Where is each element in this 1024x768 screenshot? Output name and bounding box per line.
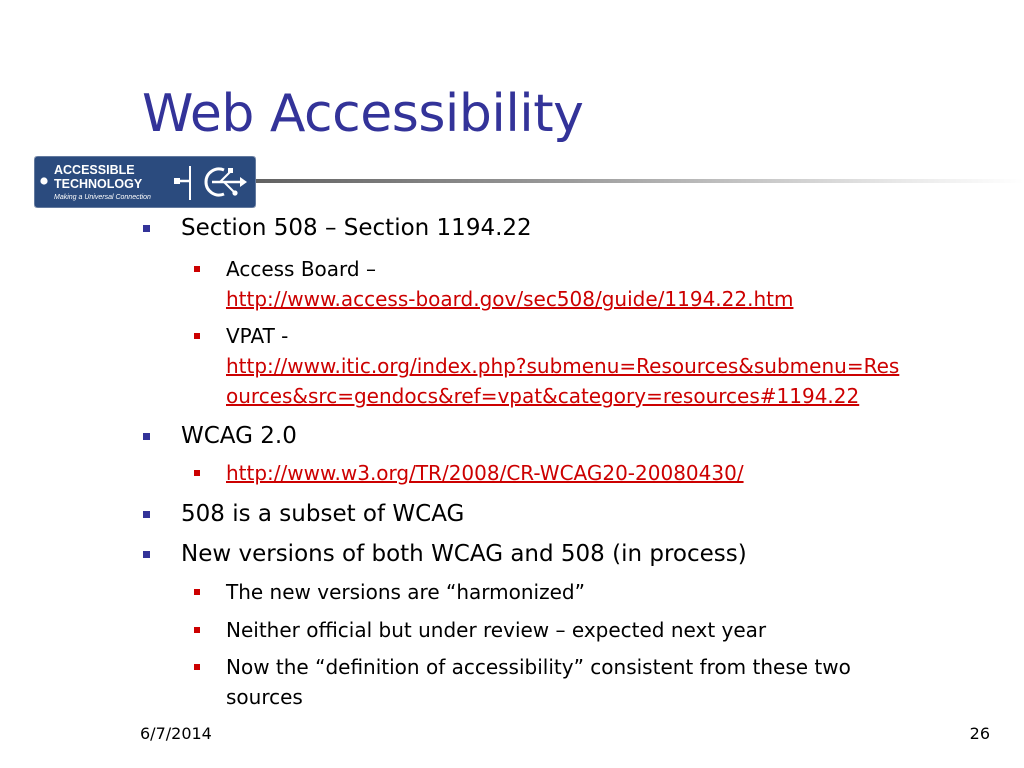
bullet-marker: [143, 551, 150, 558]
logo-line2: TECHNOLOGY: [54, 177, 143, 191]
logo-tagline: Making a Universal Connection: [54, 194, 151, 201]
subbullet-text: Access Board –: [226, 257, 376, 281]
subbullet-text-continued: sources: [226, 685, 303, 709]
subbullet-marker: [194, 266, 200, 272]
w3-wcag-link[interactable]: http://www.w3.org/TR/2008/CR-WCAG20-20080430/: [226, 461, 744, 485]
bullet-marker: [143, 225, 150, 232]
footer-date: 6/7/2014: [140, 724, 212, 743]
bullet-text: WCAG 2.0: [181, 423, 297, 449]
bullet-marker: [143, 433, 150, 440]
page-number: 26: [969, 724, 990, 743]
title-divider: [186, 179, 1024, 183]
subbullet-text: The new versions are “harmonized”: [226, 580, 585, 604]
slide-title: Web Accessibility: [142, 84, 584, 144]
vpat-link-part2[interactable]: ources&src=gendocs&ref=vpat&category=resources#1194.22: [226, 384, 860, 408]
access-board-link[interactable]: http://www.access-board.gov/sec508/guide/1194.22.htm: [226, 287, 794, 311]
logo-line1: ACCESSIBLE: [54, 163, 135, 177]
bullet-text: New versions of both WCAG and 508 (in process): [181, 541, 747, 567]
subbullet-marker: [194, 627, 200, 633]
subbullet-text: Now the “definition of accessibility” consistent from these two: [226, 655, 851, 679]
bullet-marker: [143, 511, 150, 518]
vpat-link-part1[interactable]: http://www.itic.org/index.php?submenu=Resources&submenu=Res: [226, 354, 900, 378]
subbullet-text: Neither official but under review – expected next year: [226, 618, 767, 642]
subbullet-marker: [194, 333, 200, 339]
bullet-text: 508 is a subset of WCAG: [181, 501, 465, 527]
subbullet-marker: [194, 589, 200, 595]
subbullet-marker: [194, 664, 200, 670]
bullet-text: Section 508 – Section 1194.22: [181, 215, 532, 241]
accessible-technology-logo: [34, 156, 256, 208]
subbullet-text: VPAT -: [226, 324, 289, 348]
subbullet-marker: [194, 470, 200, 476]
